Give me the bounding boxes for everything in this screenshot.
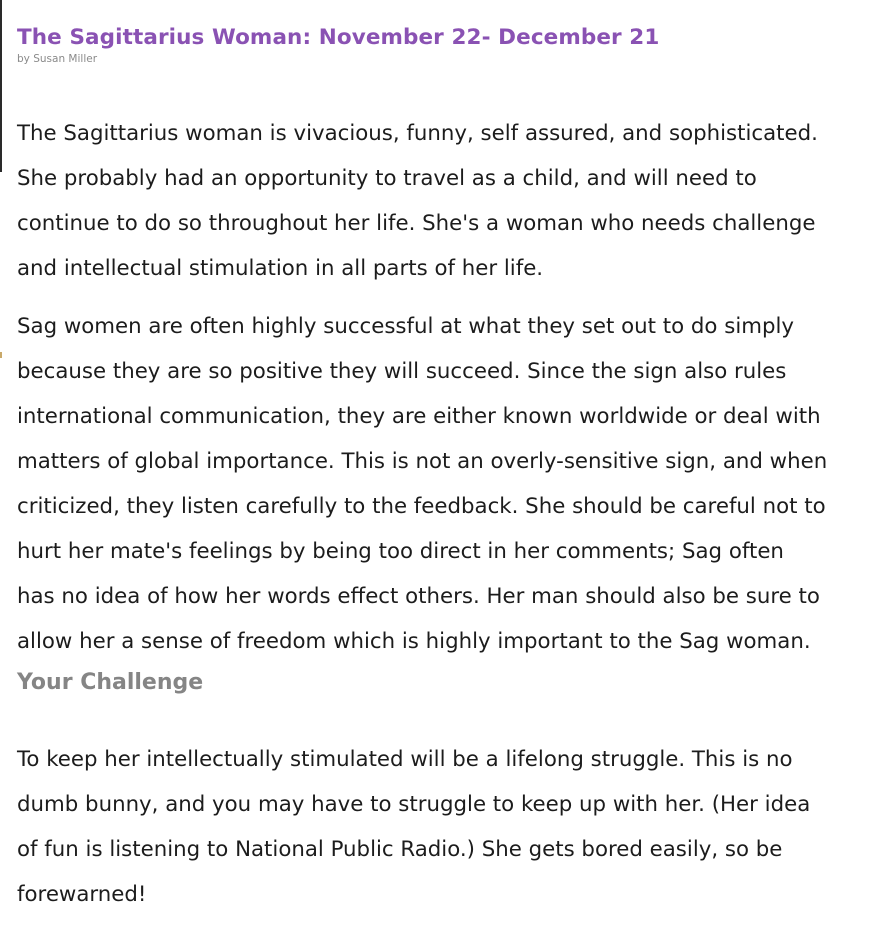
edge-mark xyxy=(0,352,2,358)
article-paragraph-1: The Sagittarius woman is vivacious, funny, self assured, and sophisticated. She probably had an opportunity to travel as a child, and will need to continue to do so throughout her life. She's a woman who needs challenge and intellectual stimulation in all parts of her life. xyxy=(17,121,818,281)
article-paragraph-2: Sag women are often highly successful at what they set out to do simply because they are so positive they will succeed. Since the sign also rules international communication, they are either known worldwide or deal with matters of global importance. This is not an overly-sensitive sign, and when criticized, they listen carefully to the feedback. She should be careful not to hurt her mate's feelings by being too direct in her comments; Sag often has no idea of how her words effect others. Her man should also be sure to allow her a sense of freedom which is highly important to the Sag woman. xyxy=(17,314,828,654)
article xyxy=(17,0,885,917)
left-border-line xyxy=(0,0,2,172)
article-paragraph-3: To keep her intellectually stimulated will be a lifelong struggle. This is no dumb bunny, and you may have to struggle to keep up with her. (Her idea of fun is listening to National Public Radio.) She gets bored easily, so be forewarned! xyxy=(17,747,811,907)
section-heading: Your Challenge xyxy=(17,670,204,695)
article-title: The Sagittarius Woman: November 22- December 21 xyxy=(17,25,660,50)
article-byline: by Susan Miller xyxy=(17,53,98,65)
